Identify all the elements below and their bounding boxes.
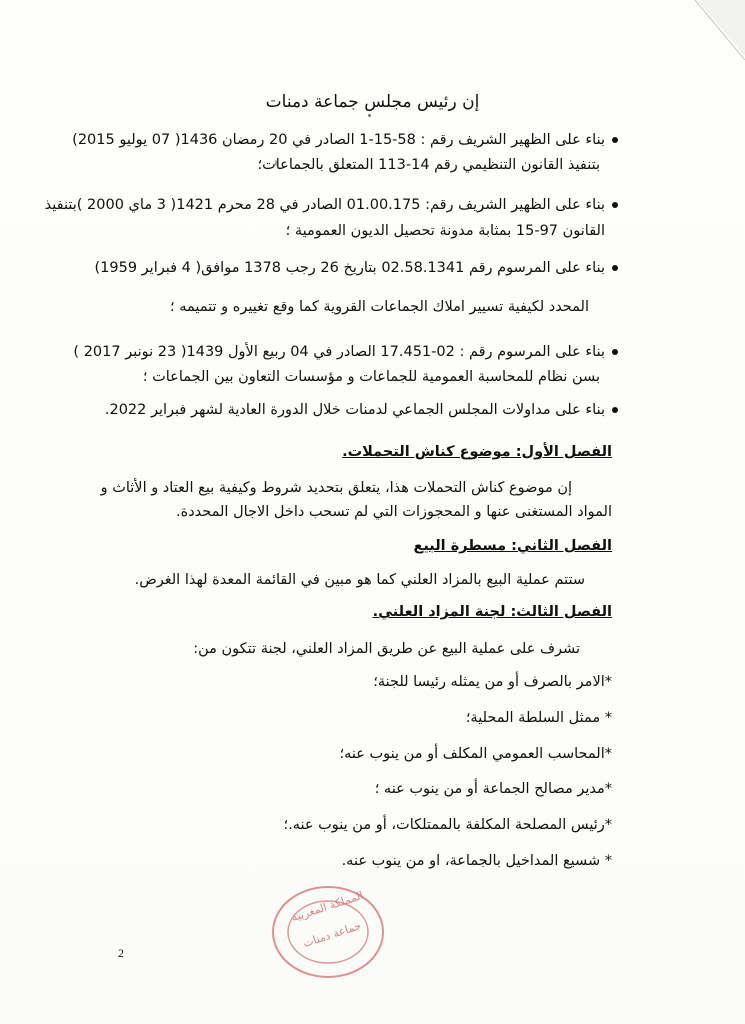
committee-member: *رئيس المصلحة المكلفة بالممتلكات، أو من ينوب عنه.؛ — [283, 817, 612, 833]
chapter-3-heading: الفصل الثالث: لجنة المزاد العلني. — [372, 604, 612, 620]
bullet-3 — [612, 265, 618, 271]
chapter-1-line-1: إن موضوع كناش التحملات هذا، يتعلق بتحديد شروط وكيفية بيع العتاد و الأثاث و — [100, 480, 572, 496]
committee-member: *مدير مصالح الجماعة أو من ينوب عنه ؛ — [374, 781, 612, 797]
preamble-2-line-2: القانون 97-15 بمثابة مدونة تحصيل الديون العمومية ؛ — [285, 223, 605, 239]
preamble-3-line-1: بناء على المرسوم رقم 02.58.1341 بتاريخ 26 رجب 1378 موافق( 4 فبراير 1959) — [94, 260, 605, 276]
preamble-5-line-1: بناء على مداولات المجلس الجماعي لدمنات خلال الدورة العادية لشهر فبراير 2022. — [104, 402, 605, 418]
chapter-2-line-1: ستتم عملية البيع بالمزاد العلني كما هو مبين في القائمة المعدة لهذا الغرض. — [134, 572, 585, 588]
committee-member: * شسيع المداخيل بالجماعة، او من ينوب عنه. — [341, 853, 612, 869]
stamp-inner-text: جماعة دمنات — [301, 919, 363, 950]
preamble-4-line-2: بسن نظام للمحاسبة العمومية للجماعات و مؤسسات التعاون بين الجماعات ؛ — [142, 369, 600, 385]
committee-member: *الامر بالصرف أو من يمثله رئيسا للجنة؛ — [373, 674, 612, 690]
scan-speck — [368, 114, 371, 117]
preamble-4-line-1: بناء على المرسوم رقم : 02-17.451 الصادر في 04 ربيع الأول 1439( 23 نونبر 2017 ) — [73, 344, 605, 360]
chapter-1-line-2: المواد المستغنى عنها و المحجوزات التي لم تسحب داخل الاجال المحددة. — [176, 504, 612, 520]
bullet-5 — [612, 407, 618, 413]
preamble-2-line-1: بناء على الظهير الشريف رقم: 01.00.175 الصادر في 28 محرم 1421( 3 ماي 2000 )بتنفيذ — [44, 197, 605, 213]
page-corner-fold — [625, 0, 745, 60]
bullet-4 — [612, 349, 618, 355]
preamble-1-line-2: بتنفيذ القانون التنظيمي رقم 14-113 المتعلق بالجماعات؛ — [257, 157, 600, 173]
bullet-2 — [612, 202, 618, 208]
document-title: إن رئيس مجلس جماعة دمنات — [265, 92, 480, 112]
committee-member: *المحاسب العمومي المكلف أو من ينوب عنه؛ — [339, 746, 612, 762]
chapter-3-intro: تشرف على عملية البيع عن طريق المزاد العلني، لجنة تتكون من: — [193, 641, 580, 657]
preamble-1-line-1: بناء على الظهير الشريف رقم : 58-15-1 الصادر في 20 رمضان 1436( 07 يوليو 2015) — [72, 132, 605, 148]
preamble-3-line-2: المحدد لكيفية تسيير املاك الجماعات القروية كما وقع تغييره و تتميمه ؛ — [170, 299, 589, 315]
chapter-1-heading: الفصل الأول: موضوع كناش التحملات. — [342, 444, 612, 460]
stamp-outer-text: المملكة المغربية — [289, 888, 365, 925]
committee-member: * ممثل السلطة المحلية؛ — [465, 710, 612, 726]
page-number: 2 — [118, 946, 124, 960]
bullet-1 — [612, 137, 618, 143]
chapter-2-heading: الفصل الثاني: مسطرة البيع — [413, 538, 612, 554]
